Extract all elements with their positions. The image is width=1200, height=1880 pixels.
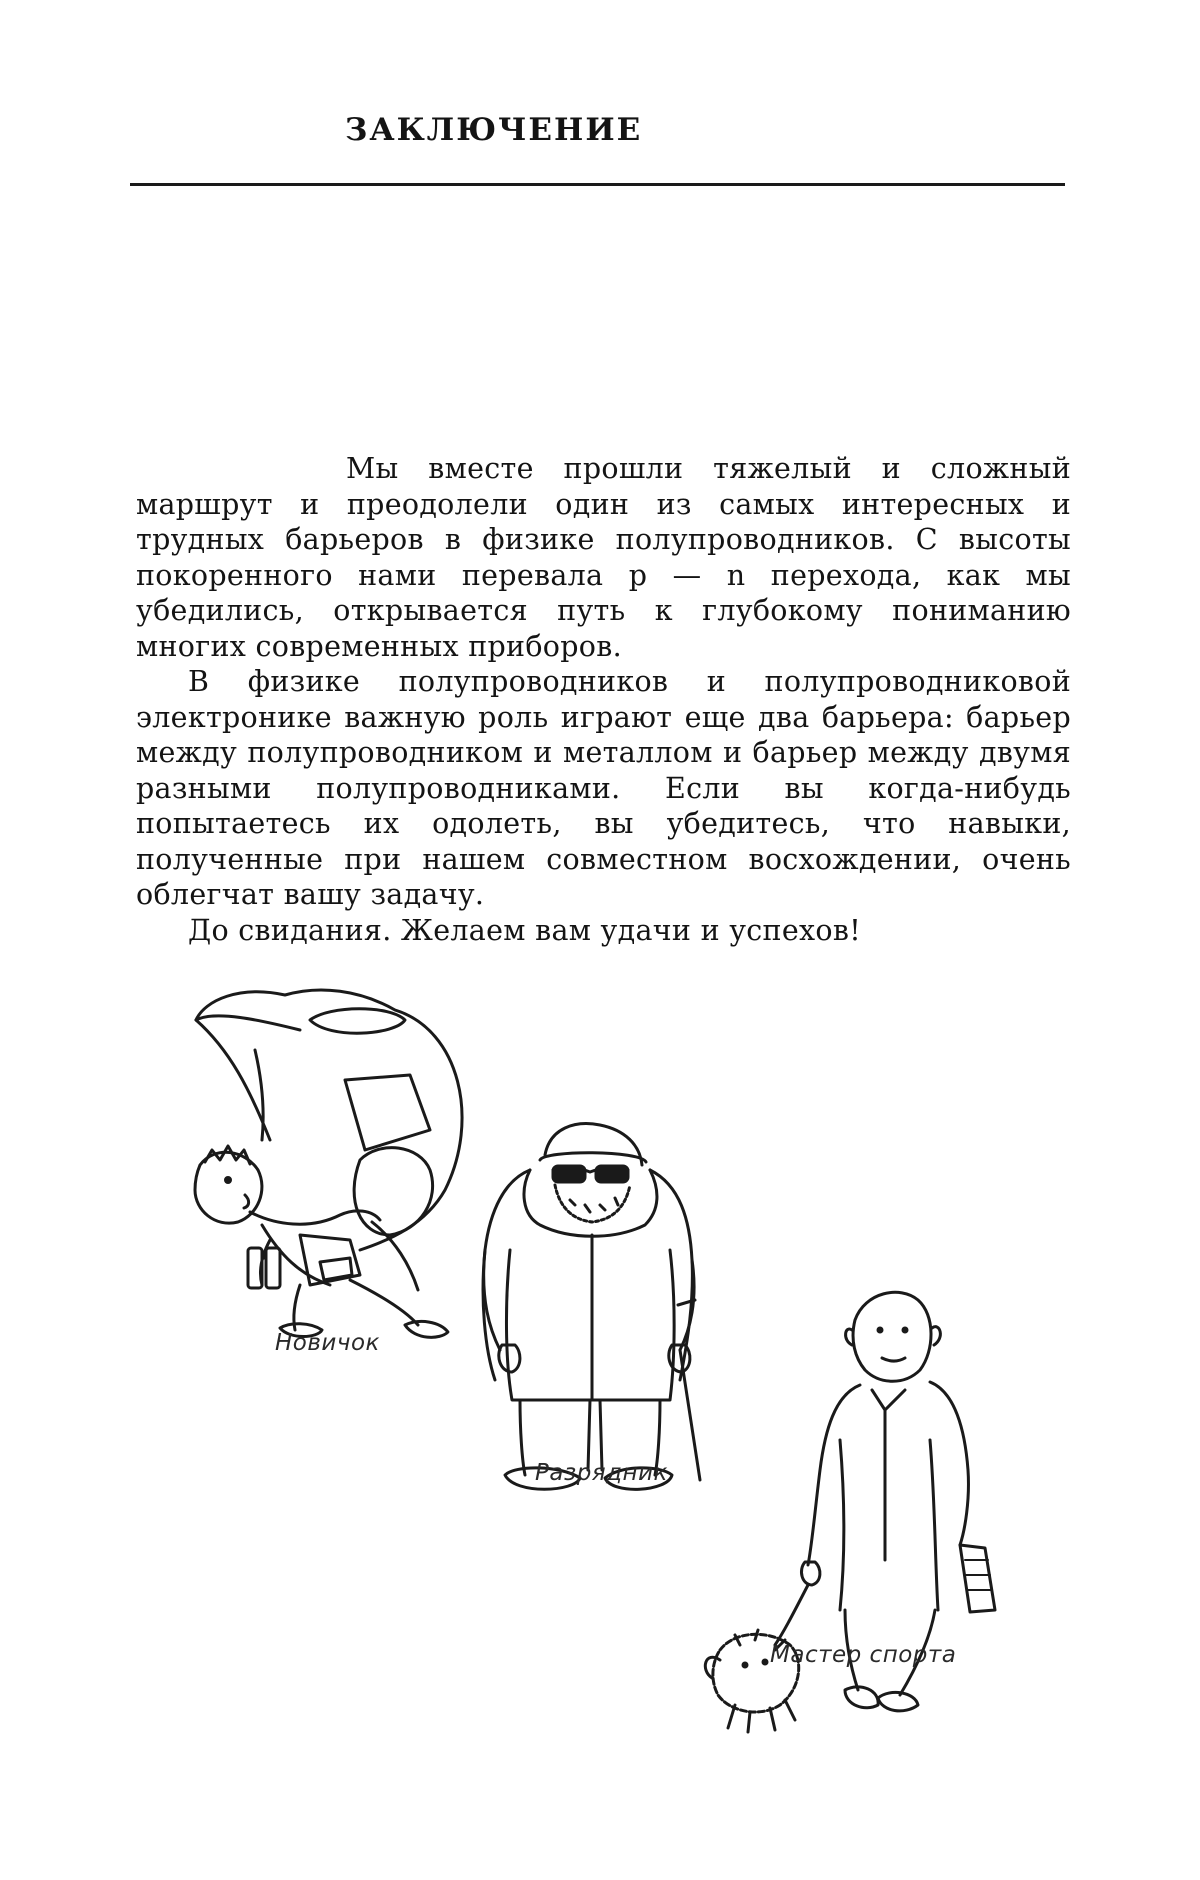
page-heading: ЗАКЛЮЧЕНИЕ (345, 112, 643, 148)
paragraph-2: В физике полупроводников и полупроводниковой электронике важную роль играют еще два барьера: барьер между полупроводником и металлом и барьер между двумя разными полупроводниками. Если вы когда-нибудь попытаетесь их одолеть, вы убедитесь, что навыки, полученные при нашем совместном восхождении, очень облегчат вашу задачу. (136, 665, 1071, 911)
ranked-figure (483, 1124, 700, 1490)
paragraph-1: Мы вместе прошли тяжелый и сложный маршрут и преодолели один из самых интересных и трудных барьеров в физике полупроводников. С высоты покоренного нами перевала p — n перехода, как мы убедились, открывается путь к глубокому пониманию многих современных приборов. (136, 452, 1071, 663)
caption-master: Мастер спорта (770, 1642, 957, 1668)
caption-ranked: Разрядник (535, 1460, 668, 1486)
novice-figure (195, 990, 462, 1337)
caption-novice: Новичок (275, 1330, 380, 1356)
paragraph-3: До свидания. Желаем вам удачи и успехов! (188, 913, 861, 947)
